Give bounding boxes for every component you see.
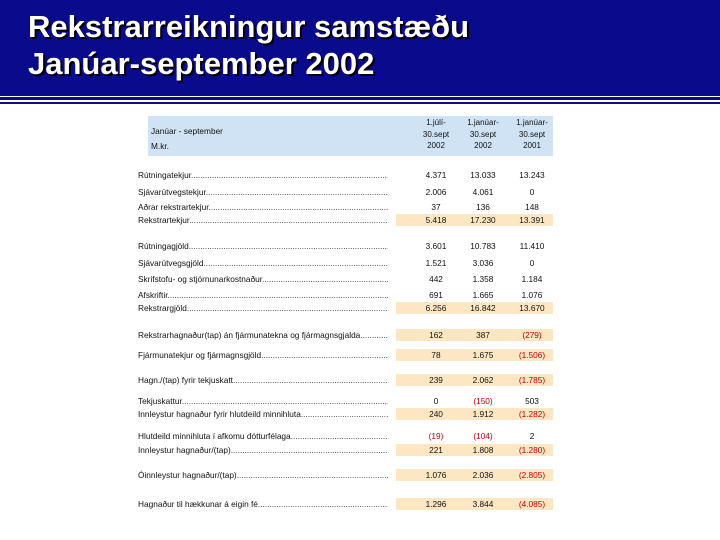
row-label-text: Sjávarútvegstekjur	[138, 187, 206, 197]
value-cell: 1.358	[472, 274, 494, 284]
row-label-text: Rekstrartekjur	[138, 215, 190, 225]
table-row	[138, 258, 553, 269]
row-label	[138, 445, 388, 456]
row-values	[396, 257, 553, 269]
row-values	[396, 329, 553, 341]
value-cell: (1.282)	[518, 409, 546, 419]
row-label-text: Rekstrargjöld	[138, 303, 187, 313]
value-cell: 5.418	[425, 215, 447, 225]
column-header-1	[412, 117, 460, 152]
table-row	[138, 187, 553, 198]
value-cell: 13.391	[519, 215, 545, 225]
table-row	[138, 350, 553, 361]
row-values	[396, 374, 553, 386]
row-label-text: Sjávarútvegsgjöld	[138, 258, 204, 268]
column-header-line2: 30.sept	[422, 129, 450, 139]
table-row	[138, 330, 553, 341]
column-header-year: 2002	[474, 141, 492, 150]
slide-title-line1: Rekstrarreikningur samstæðu	[28, 9, 470, 44]
value-cell: 1.665	[472, 290, 494, 300]
row-values	[396, 169, 553, 181]
row-label-text: Innleystur hagnaður/(tap)	[138, 445, 231, 455]
row-label-text: Hagn./(tap) fyrir tekjuskatt	[138, 375, 233, 385]
row-label	[138, 187, 388, 198]
row-values	[396, 240, 553, 252]
value-cell: (1.506)	[518, 350, 546, 360]
value-cell: 442	[429, 274, 443, 284]
value-cell: (4.085)	[518, 499, 546, 509]
row-values	[396, 444, 553, 456]
row-label	[138, 396, 388, 407]
row-values	[396, 498, 553, 510]
value-cell: 0	[529, 187, 535, 197]
row-label	[138, 215, 388, 226]
value-cell: (1.785)	[518, 375, 546, 385]
value-cell: 4.371	[425, 170, 447, 180]
row-label-text: Rekstrarhagnaður(tap) án fjármunatekna og fjármagnsgjalda	[138, 330, 361, 340]
table-row	[138, 470, 553, 481]
row-label	[138, 375, 388, 386]
row-label	[138, 170, 388, 181]
column-header-line2: 30.sept	[469, 129, 497, 139]
value-cell: 1.912	[472, 409, 494, 419]
slide-header	[0, 0, 720, 96]
slide-title-line2: Janúar-september 2002	[28, 46, 375, 81]
column-header-year: 2001	[523, 141, 541, 150]
income-statement-table	[138, 116, 553, 516]
value-cell: 3.601	[425, 241, 447, 251]
row-label-text: Rútningatekjur	[138, 170, 192, 180]
column-header-3	[508, 117, 556, 152]
row-label-text: Óinnleystur hagnaður/(tap)	[138, 470, 237, 480]
value-cell: 1.184	[521, 274, 543, 284]
table-row	[138, 202, 553, 213]
row-label	[138, 431, 388, 442]
row-label-text: Afskriftir	[138, 290, 168, 300]
value-cell: 13.033	[470, 170, 496, 180]
value-cell: 387	[476, 330, 490, 340]
value-cell: 1.521	[425, 258, 447, 268]
value-cell: (1.280)	[518, 445, 546, 455]
value-cell: 1.808	[472, 445, 494, 455]
value-cell: 0	[529, 258, 535, 268]
row-values	[396, 273, 553, 285]
table-row	[138, 396, 553, 407]
row-label	[138, 241, 388, 252]
value-cell: 1.076	[425, 470, 447, 480]
row-values	[396, 186, 553, 198]
column-header-line1: 1.júlí-	[426, 118, 446, 127]
table-header	[148, 116, 553, 156]
column-header-line1: 1.janúar-	[516, 118, 548, 127]
table-row	[138, 241, 553, 252]
header-rule-thick	[0, 97, 720, 100]
row-values	[396, 430, 553, 442]
table-row	[138, 445, 553, 456]
value-cell: 240	[429, 409, 443, 419]
row-values	[396, 289, 553, 301]
value-cell: 17.230	[470, 215, 496, 225]
row-label	[138, 350, 388, 361]
value-cell: 239	[429, 375, 443, 385]
value-cell: 0	[433, 396, 439, 406]
table-row	[138, 303, 553, 314]
value-cell: 1.076	[521, 290, 543, 300]
value-cell: 136	[476, 202, 490, 212]
value-cell: 162	[429, 330, 443, 340]
row-label	[138, 499, 388, 510]
table-row	[138, 499, 553, 510]
value-cell: 3.844	[472, 499, 494, 509]
value-cell: 691	[429, 290, 443, 300]
row-label-text: Fjármunatekjur og fjármagnsgjöld	[138, 350, 262, 360]
row-label	[138, 409, 388, 420]
value-cell: 13.670	[519, 303, 545, 313]
value-cell: 11.410	[519, 241, 545, 251]
table-row	[138, 215, 553, 226]
row-label-text: Innleystur hagnaður fyrir hlutdeild minnihluta	[138, 409, 301, 419]
value-cell: 78	[431, 350, 441, 360]
value-cell: 503	[525, 396, 539, 406]
row-values	[396, 469, 553, 481]
value-cell: 13.243	[519, 170, 545, 180]
row-values	[396, 302, 553, 314]
row-label	[138, 202, 388, 213]
row-label-text: Aðrar rekstrartekjur	[138, 202, 209, 212]
column-header-line1: 1.janúar-	[467, 118, 499, 127]
row-label	[138, 274, 388, 285]
row-label	[138, 290, 388, 301]
value-cell: (279)	[522, 330, 542, 340]
row-label	[138, 258, 388, 269]
row-label-text: Skrifstofu- og stjórnunarkostnaður	[138, 274, 263, 284]
table-row	[138, 431, 553, 442]
table-row	[138, 274, 553, 285]
row-values	[396, 408, 553, 420]
value-cell: 37	[431, 202, 441, 212]
header-rule-thin	[0, 102, 720, 104]
column-header-line2: 30.sept	[518, 129, 546, 139]
value-cell: (150)	[473, 396, 493, 406]
value-cell: 4.061	[472, 187, 494, 197]
row-values	[396, 214, 553, 226]
row-label	[138, 470, 388, 481]
value-cell: 1.296	[425, 499, 447, 509]
table-row	[138, 375, 553, 386]
row-values	[396, 349, 553, 361]
value-cell: 3.036	[472, 258, 494, 268]
value-cell: 2.036	[472, 470, 494, 480]
value-cell: 221	[429, 445, 443, 455]
period-label: Janúar - september	[151, 126, 223, 136]
table-row	[138, 409, 553, 420]
row-label	[138, 330, 388, 341]
value-cell: 2.062	[472, 375, 494, 385]
value-cell: 10.783	[470, 241, 496, 251]
row-label-text: Tekjuskattur	[138, 396, 182, 406]
row-label	[138, 303, 388, 314]
value-cell: 2	[529, 431, 535, 441]
slide-title	[28, 8, 469, 82]
value-cell: (104)	[473, 431, 493, 441]
column-header-2	[459, 117, 507, 152]
column-header-year: 2002	[427, 141, 445, 150]
value-cell: 1.675	[472, 350, 494, 360]
table-row	[138, 170, 553, 181]
value-cell: (19)	[428, 431, 444, 441]
value-cell: 6.256	[425, 303, 447, 313]
value-cell: (2.805)	[518, 470, 546, 480]
row-values	[396, 395, 553, 407]
row-label-text: Hlutdeild minnihluta í afkomu dótturfélaga	[138, 431, 291, 441]
value-cell: 2.006	[425, 187, 447, 197]
row-label-text: Hagnaður til hækkunar á eigin fé	[138, 499, 258, 509]
table-row	[138, 290, 553, 301]
value-cell: 148	[525, 202, 539, 212]
unit-label: M.kr.	[151, 141, 169, 151]
row-label-text: Rútningagjöld	[138, 241, 189, 251]
row-values	[396, 201, 553, 213]
value-cell: 16.842	[470, 303, 496, 313]
